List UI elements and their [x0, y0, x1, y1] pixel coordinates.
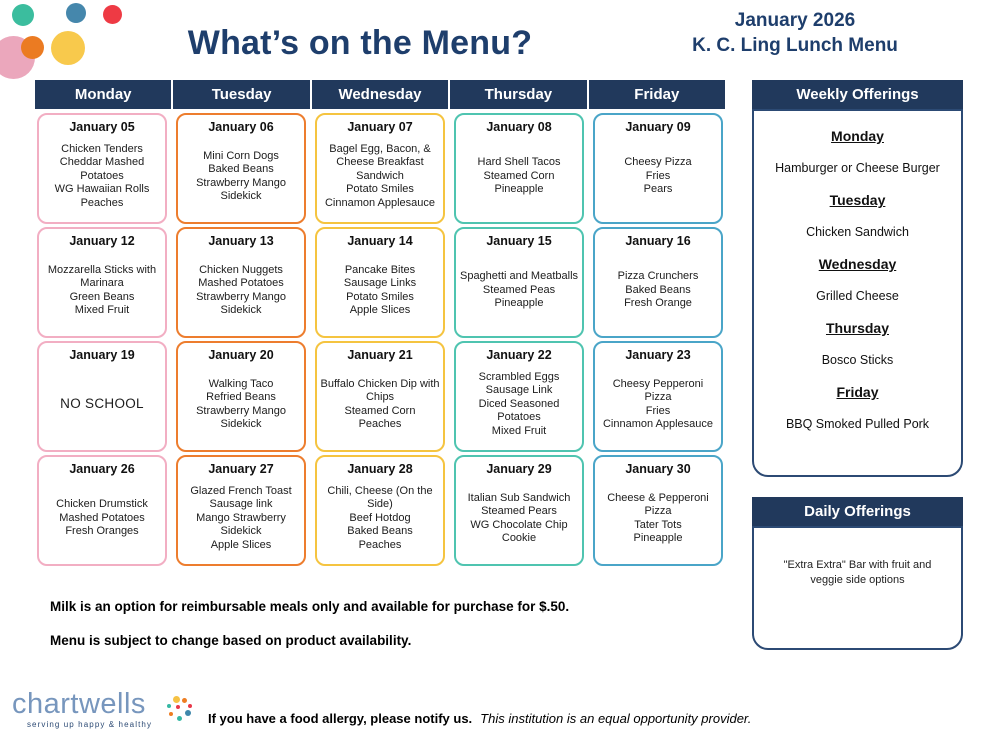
card-date: January 13	[208, 234, 274, 248]
card-items	[42, 134, 162, 219]
card-items	[598, 362, 718, 447]
weekly-item: Chicken Sandwich	[806, 225, 909, 239]
menu-card-january-07	[315, 113, 445, 224]
daily-offerings-panel	[752, 497, 963, 650]
menu-item: Peaches	[80, 196, 124, 209]
card-date: January 29	[486, 462, 552, 476]
menu-item: WG Hawaiian Rolls	[54, 183, 150, 196]
menu-card-january-21	[315, 341, 445, 452]
menu-item: Pears	[643, 183, 673, 196]
menu-card-january-27	[176, 455, 306, 566]
menu-card-january-20	[176, 341, 306, 452]
menu-item: Chicken Tenders	[61, 142, 143, 155]
menu-card-january-09	[593, 113, 723, 224]
header-dots-decoration-icon	[0, 0, 150, 85]
daily-offerings-title: Daily Offerings	[752, 497, 963, 526]
card-items	[320, 476, 440, 561]
card-date: January 09	[625, 120, 691, 134]
menu-item: Buffalo Chicken Dip with Chips	[320, 377, 440, 404]
menu-item: Sausage link	[209, 498, 273, 511]
menu-item: Mozzarella Sticks with Marinara	[47, 263, 157, 290]
menu-item: Walking Taco	[208, 377, 274, 390]
logo-dot-icon	[167, 704, 171, 708]
menu-item: Peaches	[358, 417, 402, 430]
chartwells-dots-icon	[167, 696, 195, 724]
header-right	[630, 8, 960, 59]
menu-item: Mixed Fruit	[491, 424, 547, 437]
allergy-notice	[208, 711, 751, 726]
menu-card-january-08	[454, 113, 584, 224]
card-date: January 12	[69, 234, 135, 248]
menu-card-january-30	[593, 455, 723, 566]
weekly-item: BBQ Smoked Pulled Pork	[785, 417, 930, 431]
menu-card-january-16	[593, 227, 723, 338]
weekly-day-wednesday: Wednesday	[818, 256, 897, 272]
weekly-day-thursday: Thursday	[825, 320, 889, 336]
menu-item: Steamed Peas	[482, 283, 556, 296]
page-title: What’s on the Menu?	[187, 24, 533, 62]
menu-item: Cheese & Pepperoni Pizza	[607, 491, 709, 518]
menu-item: Mixed Fruit	[74, 303, 130, 316]
menu-item: Bagel Egg, Bacon, & Cheese Breakfast Sandwich	[329, 142, 431, 182]
menu-item: Steamed Corn	[344, 404, 416, 417]
menu-item: Baked Beans	[208, 163, 274, 176]
menu-item: Strawberry Mango Sidekick	[196, 290, 286, 316]
card-date: January 26	[69, 462, 135, 476]
logo-dot-icon	[182, 698, 187, 703]
menu-item: Mango Strawberry Sidekick	[196, 511, 286, 538]
chartwells-logo	[12, 690, 167, 729]
menu-item: Strawberry Mango Sidekick	[196, 176, 286, 202]
menu-item: Chicken Drumstick	[56, 498, 148, 511]
menu-item: Hard Shell Tacos	[477, 156, 561, 169]
menu-card-january-22	[454, 341, 584, 452]
weekly-item: Bosco Sticks	[821, 353, 894, 367]
menu-item: Refried Beans	[206, 391, 276, 404]
card-items	[181, 476, 301, 561]
menu-item: Cinnamon Applesauce	[602, 417, 714, 430]
menu-item: Fries	[645, 169, 671, 182]
weekly-offerings-title: Weekly Offerings	[752, 80, 963, 109]
card-date: January 15	[486, 234, 552, 248]
menu-card-january-12	[37, 227, 167, 338]
menu-item: Beef Hotdog	[349, 511, 411, 524]
decor-dot-icon	[103, 5, 122, 24]
card-items	[181, 134, 301, 219]
card-items	[181, 362, 301, 447]
menu-item: Steamed Corn	[483, 169, 555, 182]
weekly-day-friday: Friday	[836, 384, 879, 400]
card-items	[598, 476, 718, 561]
offerings-sidebar	[752, 80, 963, 650]
logo-dot-icon	[176, 705, 180, 709]
day-header-wednesday: Wednesday	[312, 80, 448, 109]
menu-card-january-23	[593, 341, 723, 452]
day-header-monday: Monday	[35, 80, 171, 109]
menu-item: Diced Seasoned Potatoes	[478, 397, 560, 424]
card-items	[42, 476, 162, 561]
day-header-thursday: Thursday	[450, 80, 586, 109]
menu-item: Chicken Nuggets	[199, 263, 283, 276]
menu-item: Scrambled Eggs	[478, 370, 560, 383]
menu-item: Glazed French Toast	[190, 484, 292, 497]
menu-card-january-26	[37, 455, 167, 566]
menu-item: Mini Corn Dogs	[203, 149, 279, 162]
menu-item: Fries	[645, 404, 671, 417]
menu-item: Cheddar Mashed Potatoes	[59, 156, 145, 182]
menu-item: WG Chocolate Chip Cookie	[470, 518, 568, 544]
menu-item: Cheesy Pizza	[624, 156, 692, 169]
menu-item: Pineapple	[494, 183, 544, 196]
equal-opportunity-note: This institution is an equal opportunity provider.	[480, 711, 752, 726]
menu-item: Sausage Links	[343, 277, 417, 290]
logo-dot-icon	[177, 716, 182, 721]
menu-item: Fresh Orange	[624, 297, 692, 310]
menu-item: Fresh Oranges	[65, 525, 139, 538]
weekly-offerings-list	[752, 109, 963, 477]
weekly-item: Grilled Cheese	[816, 289, 899, 303]
menu-item: Spaghetti and Meatballs	[459, 270, 579, 283]
logo-dot-icon	[185, 710, 191, 716]
menu-item: Strawberry Mango Sidekick	[196, 404, 286, 430]
menu-card-january-19	[37, 341, 167, 452]
menu-item: Pizza Crunchers	[617, 270, 699, 283]
card-date: January 23	[625, 348, 691, 362]
menu-item: Cinnamon Applesauce	[324, 196, 436, 209]
milk-note: Milk is an option for reimbursable meals only and available for purchase for $.50.	[50, 599, 570, 614]
menu-item: Potato Smiles	[346, 183, 414, 196]
weekly-offerings-panel	[752, 80, 963, 477]
menu-month: January 2026	[734, 10, 856, 31]
menu-item: Pineapple	[494, 297, 544, 310]
menu-item: Cheesy Pepperoni Pizza	[612, 377, 704, 404]
day-header-tuesday: Tuesday	[173, 80, 309, 109]
card-items	[320, 134, 440, 219]
card-items	[459, 134, 579, 219]
card-items	[42, 362, 162, 447]
menu-item: Mashed Potatoes	[198, 277, 284, 290]
card-date: January 30	[625, 462, 691, 476]
menu-subtitle: K. C. Ling Lunch Menu	[692, 35, 898, 57]
card-date: January 22	[486, 348, 552, 362]
card-date: January 27	[208, 462, 274, 476]
logo-dot-icon	[188, 704, 192, 708]
daily-offerings-text: "Extra Extra" Bar with fruit and veggie side options	[752, 526, 963, 650]
card-date: January 19	[69, 348, 135, 362]
logo-dot-icon	[169, 712, 173, 716]
menu-card-january-13	[176, 227, 306, 338]
weekly-day-monday: Monday	[831, 128, 884, 144]
menu-item: Mashed Potatoes	[59, 511, 145, 524]
decor-dot-icon	[66, 3, 86, 23]
card-date: January 06	[208, 120, 274, 134]
card-items	[459, 362, 579, 447]
menu-card-january-29	[454, 455, 584, 566]
menu-item: Baked Beans	[625, 283, 691, 296]
menu-card-january-28	[315, 455, 445, 566]
card-date: January 14	[347, 234, 413, 248]
menu-item: Peaches	[358, 538, 402, 551]
card-items	[459, 248, 579, 333]
menu-item: Potato Smiles	[346, 290, 414, 303]
menu-calendar	[35, 80, 725, 566]
weekly-day-tuesday: Tuesday	[829, 192, 886, 208]
card-date: January 08	[486, 120, 552, 134]
card-date: January 21	[347, 348, 413, 362]
card-items	[459, 476, 579, 561]
menu-item: Pineapple	[633, 531, 683, 544]
menu-item: Tater Tots	[634, 518, 682, 531]
card-items	[598, 248, 718, 333]
menu-item: Pancake Bites	[344, 263, 416, 276]
logo-dot-icon	[173, 696, 180, 703]
menu-item: Italian Sub Sandwich	[467, 491, 571, 504]
calendar-grid	[35, 113, 725, 566]
menu-item: Apple Slices	[210, 538, 272, 551]
card-date: January 28	[347, 462, 413, 476]
menu-item: Chili, Cheese (On the Side)	[327, 484, 433, 511]
menu-card-january-14	[315, 227, 445, 338]
chartwells-wordmark: chartwells	[12, 688, 146, 720]
day-header-friday: Friday	[589, 80, 725, 109]
menu-item: Baked Beans	[347, 525, 413, 538]
card-date: January 05	[69, 120, 135, 134]
card-items	[42, 248, 162, 333]
menu-item: Green Beans	[69, 290, 135, 303]
day-header-row	[35, 80, 725, 109]
allergy-notice-bold: If you have a food allergy, please notify us.	[208, 711, 473, 726]
menu-item: Steamed Pears	[481, 505, 557, 518]
menu-change-note: Menu is subject to change based on product availability.	[50, 633, 412, 648]
card-date: January 20	[208, 348, 274, 362]
card-items	[320, 248, 440, 333]
card-items	[320, 362, 440, 447]
card-date: January 07	[347, 120, 413, 134]
decor-dot-icon	[51, 31, 85, 65]
card-items	[181, 248, 301, 333]
menu-item: NO SCHOOL	[60, 396, 144, 412]
menu-card-january-05	[37, 113, 167, 224]
chartwells-tagline: serving up happy & healthy	[26, 720, 153, 729]
menu-item: Sausage Link	[485, 384, 553, 397]
decor-dot-icon	[12, 4, 34, 26]
card-date: January 16	[625, 234, 691, 248]
card-items	[598, 134, 718, 219]
decor-dot-icon	[21, 36, 44, 59]
weekly-item: Hamburger or Cheese Burger	[775, 161, 940, 175]
menu-card-january-06	[176, 113, 306, 224]
menu-card-january-15	[454, 227, 584, 338]
menu-item: Apple Slices	[349, 303, 411, 316]
